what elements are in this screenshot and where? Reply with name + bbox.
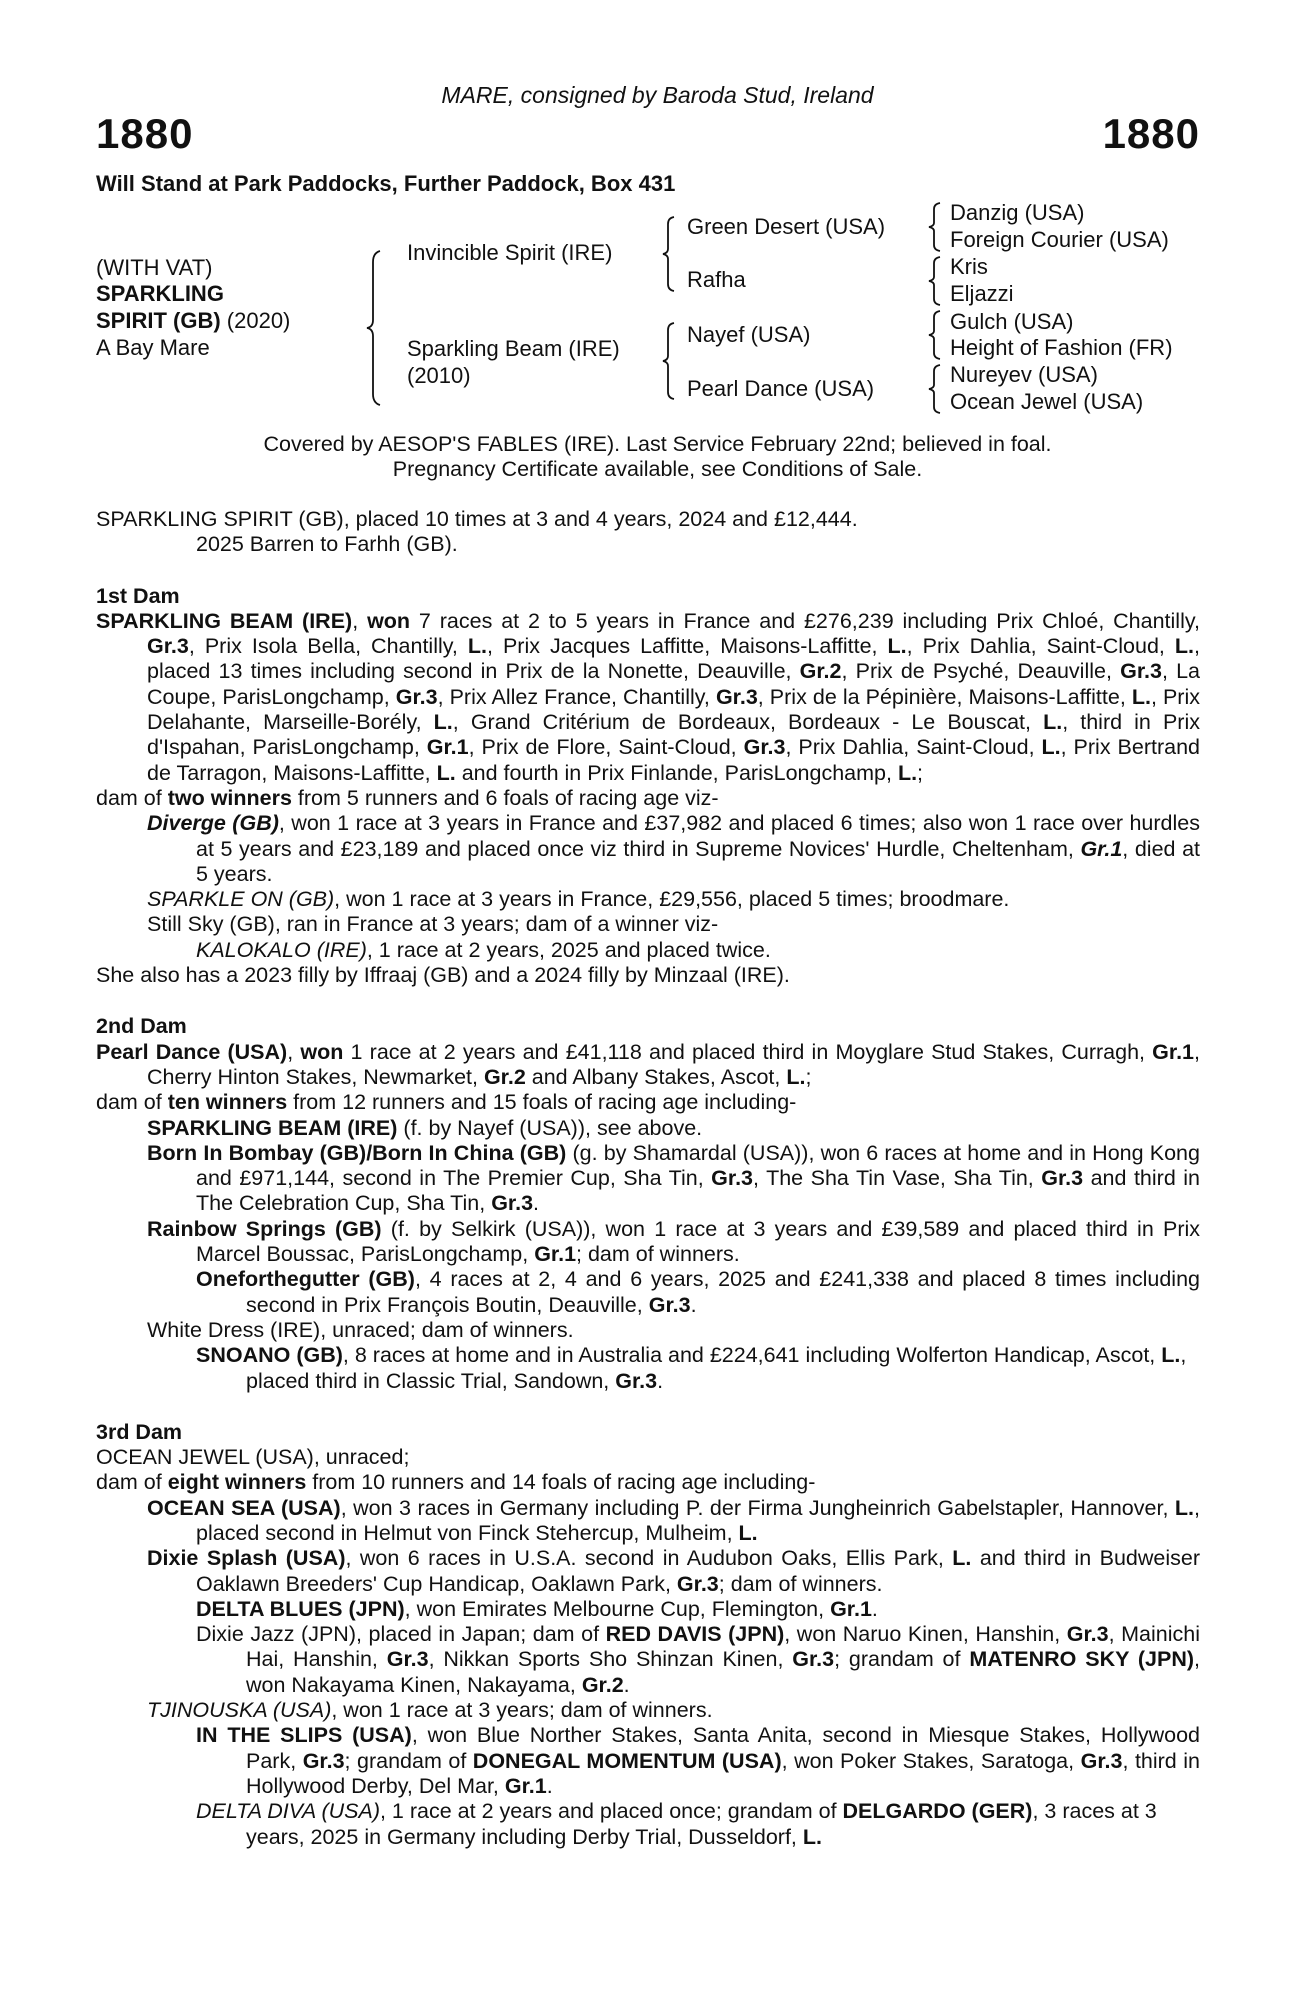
record-paragraph bbox=[96, 1318, 1200, 1343]
emphasis-text: L. bbox=[1041, 735, 1061, 760]
emphasis-text: DELTA DIVA (USA) bbox=[196, 1799, 380, 1824]
emphasis-text: Gr.2 bbox=[581, 1672, 624, 1697]
text-run: , placed 13 times including second in Prix de la Nonette, Deauville, bbox=[147, 634, 1200, 684]
text-run: OCEAN JEWEL (USA), unraced; bbox=[96, 1445, 410, 1470]
ancestor-gen3: Danzig (USA) bbox=[950, 200, 1085, 225]
sire-sire: Green Desert (USA) bbox=[687, 214, 886, 239]
text-run: ; dam of winners. bbox=[718, 1571, 883, 1596]
emphasis-text: L. bbox=[897, 760, 918, 785]
emphasis-text: L. bbox=[436, 760, 456, 785]
record-paragraph bbox=[96, 887, 1200, 912]
text-run: , placed third in Classic Trial, Sandown, bbox=[246, 1343, 1187, 1393]
ancestor-gen3: Ocean Jewel (USA) bbox=[950, 389, 1144, 414]
record-paragraph bbox=[96, 1470, 1200, 1495]
ancestor-gen3: Height of Fashion (FR) bbox=[950, 335, 1173, 360]
text-run: , Prix de Psyché, Deauville, bbox=[841, 659, 1121, 684]
record-paragraph bbox=[96, 609, 1200, 786]
text-run: , Prix de la Pépinière, Maisons-Laffitte, bbox=[757, 684, 1132, 709]
foaling-year: (2020) bbox=[220, 308, 291, 333]
text-run: . bbox=[871, 1596, 878, 1621]
emphasis-text: SPARKLING BEAM (IRE) bbox=[96, 608, 353, 633]
text-run: , The Sha Tin Vase, Sha Tin, bbox=[753, 1166, 1042, 1191]
emphasis-text: Gr.3 bbox=[1066, 1622, 1109, 1647]
emphasis-text: Gr.3 bbox=[615, 1368, 658, 1393]
brace-icon bbox=[928, 202, 942, 252]
emphasis-text: Rainbow Springs (GB) bbox=[147, 1216, 382, 1241]
brace-icon bbox=[928, 364, 942, 414]
dam-sire: Nayef (USA) bbox=[687, 322, 811, 347]
text-run: from 5 runners and 6 foals of racing age viz- bbox=[291, 785, 719, 810]
emphasis-text: Gr.3 bbox=[715, 684, 758, 709]
record-paragraph bbox=[96, 1116, 1200, 1141]
brace-icon bbox=[928, 256, 942, 306]
emphasis-text: Gr.1 bbox=[504, 1773, 547, 1798]
emphasis-text: L. bbox=[467, 634, 487, 659]
text-run: ; grandam of bbox=[344, 1748, 473, 1773]
sire: Invincible Spirit (IRE) bbox=[407, 240, 613, 265]
record-paragraph bbox=[96, 507, 1200, 532]
record-paragraph bbox=[96, 1267, 1200, 1318]
text-run: (g. by Shamardal (USA)), won 6 races at home and in Hong Kong and £971,144, second in The Premier Cup, Sha Tin, bbox=[196, 1140, 1200, 1191]
section-summary bbox=[96, 507, 1200, 558]
text-run: , Prix Bertrand de Tarragon, Maisons-Laffitte, bbox=[147, 735, 1200, 785]
text-run: , won 1 race at 3 years in France and £37,982 and placed 6 times; also won 1 race over hurdles at 5 years and £23,189 and placed once viz third in Supreme Novices' Hurdle, Cheltenham, bbox=[196, 811, 1200, 861]
text-run: , 4 races at 2, 4 and 6 years, 2025 and £241,338 and placed 8 times including second in Prix François Boutin, Deauville, bbox=[246, 1267, 1200, 1317]
text-run: . bbox=[657, 1368, 664, 1393]
ancestor-gen3: Nureyev (USA) bbox=[950, 362, 1098, 387]
lot-number-left: 1880 bbox=[96, 110, 194, 157]
emphasis-text: Gr.3 bbox=[711, 1166, 754, 1191]
text-run: , third in Hollywood Derby, Del Mar, bbox=[246, 1748, 1200, 1798]
emphasis-text: Gr.3 bbox=[386, 1647, 429, 1672]
text-run: , Nikkan Sports Sho Shinzan Kinen, bbox=[428, 1647, 793, 1672]
emphasis-text: Gr.3 bbox=[792, 1647, 835, 1672]
text-run: , won Poker Stakes, Saratoga, bbox=[781, 1748, 1081, 1773]
emphasis-text: Gr.1 bbox=[830, 1596, 872, 1621]
emphasis-text: two winners bbox=[167, 785, 292, 810]
text-run: , Prix de Flore, Saint-Cloud, bbox=[468, 735, 744, 760]
dam: Sparkling Beam (IRE) bbox=[407, 336, 620, 361]
emphasis-text: L. bbox=[952, 1546, 972, 1571]
emphasis-text: Gr.1 bbox=[534, 1242, 577, 1267]
text-run: , died at 5 years. bbox=[196, 836, 1201, 886]
dam-year: (2010) bbox=[407, 363, 471, 388]
horse-name-line1: SPARKLING bbox=[96, 281, 224, 306]
emphasis-text: DELTA BLUES (JPN) bbox=[196, 1596, 405, 1621]
text-run: , bbox=[287, 1039, 301, 1064]
emphasis-text: Gr.3 bbox=[147, 634, 189, 659]
record-paragraph bbox=[96, 532, 1200, 557]
emphasis-text: L. bbox=[1043, 710, 1063, 735]
record-paragraph bbox=[96, 1343, 1200, 1394]
text-run: , third in Prix d'Ispahan, ParisLongchamp, bbox=[147, 710, 1200, 760]
record-paragraph bbox=[96, 938, 1200, 963]
emphasis-text: Gr.3 bbox=[395, 684, 438, 709]
text-run: and third in The Celebration Cup, Sha Tin, bbox=[196, 1166, 1200, 1216]
record-paragraph bbox=[96, 963, 1200, 988]
emphasis-text: Gr.3 bbox=[491, 1191, 534, 1216]
text-run: SPARKLING SPIRIT (GB), placed 10 times at 3 and 4 years, 2024 and £12,444. bbox=[96, 507, 858, 531]
record-paragraph bbox=[96, 1799, 1200, 1850]
emphasis-text: SPARKLE ON (GB) bbox=[147, 887, 335, 912]
text-run: , placed second in Helmut von Finck Stehercup, Mulheim, bbox=[196, 1495, 1200, 1545]
text-run: , won 1 race at 3 years in France, £29,556, placed 5 times; broodmare. bbox=[334, 887, 1010, 912]
text-run: dam of bbox=[96, 1090, 168, 1115]
emphasis-text: eight winners bbox=[167, 1470, 307, 1495]
text-run: 1 race at 2 years and £41,118 and placed third in Moyglare Stud Stakes, Curragh, bbox=[343, 1039, 1153, 1064]
record-paragraph bbox=[96, 786, 1200, 811]
record-paragraph bbox=[96, 1698, 1200, 1723]
text-run: , 1 race at 2 years and placed once; grandam of bbox=[379, 1799, 843, 1824]
emphasis-text: Gr.2 bbox=[483, 1064, 526, 1089]
emphasis-text: Gr.1 bbox=[1080, 836, 1123, 861]
text-run: , won Blue Norther Stakes, Santa Anita, second in Miesque Stakes, Hollywood Park, bbox=[246, 1723, 1200, 1773]
record-paragraph bbox=[96, 1622, 1200, 1698]
text-run: dam of bbox=[96, 785, 168, 810]
emphasis-text: SNOANO (GB) bbox=[196, 1343, 343, 1368]
emphasis-text: L. bbox=[433, 710, 453, 735]
record-paragraph bbox=[96, 1597, 1200, 1622]
record-paragraph bbox=[96, 1141, 1200, 1217]
emphasis-text: OCEAN SEA (USA) bbox=[147, 1495, 341, 1520]
emphasis-text: L. bbox=[1174, 1495, 1194, 1520]
record-paragraph bbox=[96, 1445, 1200, 1470]
text-run: and fourth in Prix Finlande, ParisLongchamp, bbox=[455, 760, 898, 785]
emphasis-text: Gr.1 bbox=[426, 735, 469, 760]
emphasis-text: TJINOUSKA (USA) bbox=[147, 1698, 332, 1723]
record-paragraph bbox=[96, 1090, 1200, 1115]
text-run: White Dress (IRE), unraced; dam of winners. bbox=[147, 1317, 574, 1342]
record-paragraph bbox=[96, 1040, 1200, 1091]
record-paragraph bbox=[96, 1546, 1200, 1597]
text-run: 2025 Barren to Farhh (GB). bbox=[196, 532, 458, 557]
horse-description: A Bay Mare bbox=[96, 335, 210, 360]
text-run: from 10 runners and 14 foals of racing age including- bbox=[306, 1470, 816, 1495]
text-run: , won 1 race at 3 years; dam of winners. bbox=[331, 1698, 713, 1723]
ancestor-gen3: Gulch (USA) bbox=[950, 309, 1074, 334]
text-run: Dixie Jazz (JPN), placed in Japan; dam of bbox=[196, 1622, 606, 1647]
emphasis-text: L. bbox=[802, 1824, 822, 1849]
emphasis-text: L. bbox=[1161, 1343, 1181, 1368]
text-run: She also has a 2023 filly by Iffraaj (GB) and a 2024 filly by Minzaal (IRE). bbox=[96, 963, 790, 988]
consignor-subtitle: MARE, consigned by Baroda Stud, Ireland bbox=[441, 82, 874, 108]
section-heading: 2nd Dam bbox=[96, 1014, 187, 1039]
emphasis-text: Pearl Dance (USA) bbox=[96, 1039, 288, 1064]
text-run: , Prix Allez France, Chantilly, bbox=[437, 684, 716, 709]
pregnancy-line: Pregnancy Certificate available, see Conditions of Sale. bbox=[392, 457, 923, 482]
section-2nd-dam bbox=[96, 1014, 1200, 1393]
emphasis-text: Oneforthegutter (GB) bbox=[196, 1267, 415, 1292]
brace-icon bbox=[928, 310, 942, 360]
emphasis-text: Gr.2 bbox=[799, 659, 842, 684]
text-run: . bbox=[623, 1672, 630, 1697]
covering-line: Covered by AESOP'S FABLES (IRE). Last Service February 22nd; believed in foal. bbox=[263, 432, 1052, 456]
text-run: ; bbox=[917, 760, 924, 785]
text-run: , Prix Delahante, Marseille-Borély, bbox=[147, 684, 1200, 735]
lot-number-right: 1880 bbox=[1102, 110, 1200, 157]
emphasis-text: Gr.3 bbox=[1080, 1748, 1123, 1773]
emphasis-text: Gr.3 bbox=[1120, 659, 1162, 684]
record-paragraph bbox=[96, 1496, 1200, 1547]
text-run: ; grandam of bbox=[834, 1647, 970, 1672]
text-run: , won Nakayama Kinen, Nakayama, bbox=[246, 1647, 1200, 1697]
text-run: , Prix Dahlia, Saint-Cloud, bbox=[785, 735, 1042, 760]
text-run: and Albany Stakes, Ascot, bbox=[525, 1064, 787, 1089]
text-run: , 1 race at 2 years, 2025 and placed twice. bbox=[366, 937, 771, 962]
section-1st-dam bbox=[96, 584, 1200, 989]
vat-note: (WITH VAT) bbox=[96, 255, 213, 280]
text-run: . bbox=[546, 1773, 553, 1798]
record-paragraph bbox=[96, 912, 1200, 937]
emphasis-text: Dixie Splash (USA) bbox=[147, 1546, 346, 1571]
text-run: , won Emirates Melbourne Cup, Flemington, bbox=[404, 1596, 831, 1621]
emphasis-text: SPARKLING BEAM (IRE) bbox=[147, 1115, 398, 1140]
emphasis-text: L. bbox=[1131, 684, 1151, 709]
covering-note bbox=[0, 432, 1315, 483]
ancestor-gen3: Kris bbox=[950, 254, 988, 279]
text-run: , Prix Jacques Laffitte, Maisons-Laffitte, bbox=[486, 634, 888, 659]
emphasis-text: DELGARDO (GER) bbox=[842, 1799, 1033, 1824]
emphasis-text: Diverge (GB) bbox=[147, 811, 279, 836]
emphasis-text: L. bbox=[738, 1520, 758, 1545]
emphasis-text: Gr.3 bbox=[648, 1292, 691, 1317]
emphasis-text: L. bbox=[786, 1064, 806, 1089]
ancestor-gen3: Eljazzi bbox=[950, 281, 1014, 306]
dam-dam: Pearl Dance (USA) bbox=[687, 376, 875, 401]
text-run: Still Sky (GB), ran in France at 3 years; dam of a winner viz- bbox=[147, 912, 719, 937]
text-run: ; bbox=[805, 1064, 812, 1089]
text-run: , Prix Dahlia, Saint-Cloud, bbox=[906, 634, 1175, 659]
emphasis-text: Gr.3 bbox=[302, 1748, 345, 1773]
text-run: , 3 races at 3 years, 2025 in Germany including Derby Trial, Dusseldorf, bbox=[246, 1799, 1157, 1849]
section-3rd-dam bbox=[96, 1420, 1200, 1850]
emphasis-text: MATENRO SKY (JPN) bbox=[969, 1647, 1195, 1672]
brace-icon bbox=[662, 216, 676, 292]
text-run: ; dam of winners. bbox=[576, 1242, 740, 1267]
text-run: , won 3 races in Germany including P. der Firma Jungheinrich Gabelstapler, Hannover, bbox=[340, 1495, 1175, 1520]
text-run: , won 6 races in U.S.A. second in Audubon Oaks, Ellis Park, bbox=[345, 1546, 953, 1571]
emphasis-text: won bbox=[300, 1039, 344, 1064]
emphasis-text: RED DAVIS (JPN) bbox=[605, 1622, 785, 1647]
emphasis-text: Gr.3 bbox=[1041, 1166, 1084, 1191]
text-run: , Mainichi Hai, Hanshin, bbox=[246, 1622, 1200, 1672]
text-run: . bbox=[690, 1292, 697, 1317]
text-run: , won Naruo Kinen, Hanshin, bbox=[784, 1622, 1067, 1647]
brace-icon bbox=[662, 322, 676, 400]
stand-location: Will Stand at Park Paddocks, Further Paddock, Box 431 bbox=[96, 171, 676, 196]
text-run: (f. by Nayef (USA)), see above. bbox=[397, 1115, 703, 1140]
section-heading: 1st Dam bbox=[96, 583, 180, 608]
section-heading: 3rd Dam bbox=[96, 1419, 183, 1444]
emphasis-text: Gr.1 bbox=[1152, 1039, 1195, 1064]
emphasis-text: Born In Bombay (GB)/Born In China (GB) bbox=[147, 1140, 567, 1165]
text-run: , 8 races at home and in Australia and £224,641 including Wolferton Handicap, Ascot, bbox=[342, 1343, 1162, 1368]
ancestor-gen3: Foreign Courier (USA) bbox=[950, 227, 1169, 252]
emphasis-text: Gr.3 bbox=[743, 735, 786, 760]
text-run: dam of bbox=[96, 1470, 168, 1495]
text-run: , Cherry Hinton Stakes, Newmarket, bbox=[147, 1039, 1200, 1089]
text-run: 7 races at 2 to 5 years in France and £276,239 including Prix Chloé, Chantilly, bbox=[410, 608, 1200, 633]
text-run: , Grand Critérium de Bordeaux, Bordeaux - Le Bouscat, bbox=[452, 710, 1044, 735]
text-run: and third in Budweiser Oaklawn Breeders' Cup Handicap, Oaklawn Park, bbox=[196, 1546, 1200, 1596]
record-paragraph bbox=[96, 1217, 1200, 1268]
emphasis-text: won bbox=[367, 608, 411, 633]
record-paragraph bbox=[96, 811, 1200, 887]
text-run: from 12 runners and 15 foals of racing age including- bbox=[287, 1090, 797, 1115]
horse-name-line2: SPIRIT (GB) bbox=[96, 308, 221, 333]
text-run: . bbox=[533, 1191, 540, 1216]
sire-dam: Rafha bbox=[687, 267, 746, 292]
record-paragraph bbox=[96, 1723, 1200, 1799]
emphasis-text: ten winners bbox=[167, 1090, 288, 1115]
text-run: , Prix Isola Bella, Chantilly, bbox=[188, 634, 468, 659]
produce-record bbox=[96, 507, 1200, 1850]
text-run: (f. by Selkirk (USA)), won 1 race at 3 years and £39,589 and placed third in Prix Marcel Boussac, ParisLongchamp, bbox=[196, 1216, 1200, 1267]
emphasis-text: DONEGAL MOMENTUM (USA) bbox=[472, 1748, 782, 1773]
brace-icon bbox=[366, 250, 382, 406]
emphasis-text: IN THE SLIPS (USA) bbox=[196, 1723, 412, 1748]
emphasis-text: L. bbox=[1174, 634, 1195, 659]
text-run: , bbox=[352, 608, 368, 633]
emphasis-text: KALOKALO (IRE) bbox=[196, 937, 367, 962]
text-run: , La Coupe, ParisLongchamp, bbox=[147, 659, 1200, 709]
emphasis-text: Gr.3 bbox=[676, 1571, 719, 1596]
emphasis-text: L. bbox=[887, 634, 907, 659]
